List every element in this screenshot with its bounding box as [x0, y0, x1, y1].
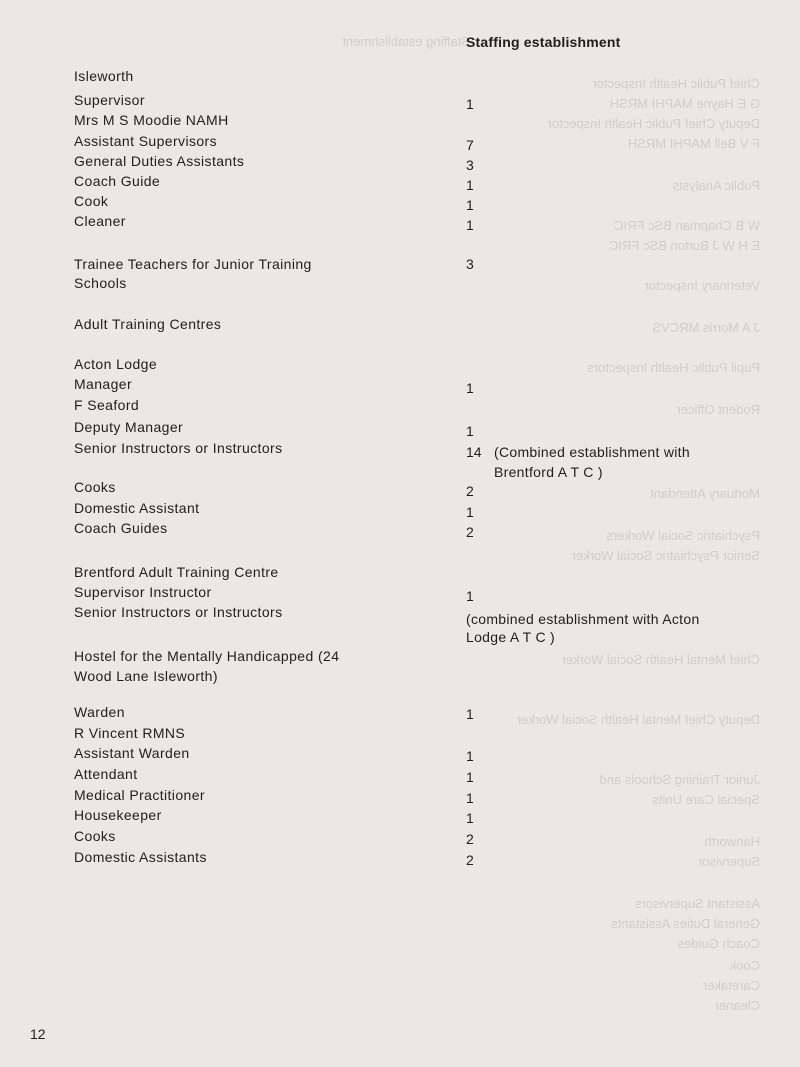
bleed-line: Veterinary Inspector: [644, 278, 760, 293]
list-item: [0, 518, 800, 538]
row-label: R Vincent RMNS: [74, 725, 186, 741]
row-label: Domestic Assistant: [74, 500, 200, 516]
bleed-line: Psychiatric Social Workers: [606, 528, 760, 543]
row-label: Hostel for the Mentally Handicapped (24: [74, 648, 340, 664]
list-item: [0, 743, 800, 763]
bleed-line: Assistant Supervisors: [635, 896, 760, 911]
row-value: 1: [466, 504, 474, 520]
list-item: [0, 191, 800, 211]
row-value: 2: [466, 524, 474, 540]
bleed-line: Special Care Units: [652, 792, 760, 807]
row-value: 3: [466, 256, 474, 272]
row-value: 1: [466, 748, 474, 764]
row-label: Manager: [74, 376, 133, 392]
row-label: Brentford Adult Training Centre: [74, 564, 279, 580]
list-item: [0, 395, 800, 415]
list-item: [0, 477, 800, 497]
row-label: Deputy Manager: [74, 419, 184, 435]
bleed-line: Cleaner: [714, 998, 760, 1013]
bleed-line: J A Morris MRCVS: [652, 320, 760, 335]
page-number: 12: [30, 1026, 46, 1042]
row-label: Assistant Supervisors: [74, 133, 218, 149]
row-value: 1: [466, 706, 474, 722]
row-value: 3: [466, 157, 474, 173]
list-item: [0, 66, 800, 86]
bleed-line: Chief Public Health Inspector: [592, 76, 760, 91]
bleed-line: E H W J Burton BSc FRIC: [609, 238, 760, 253]
list-item: [0, 602, 800, 627]
bleed-line: Deputy Chief Mental Health Social Worker: [516, 712, 760, 727]
list-item: [0, 498, 800, 518]
row-label: Housekeeper: [74, 807, 162, 823]
list-item: [0, 582, 800, 602]
row-label: Coach Guide: [74, 173, 161, 189]
list-item: [0, 702, 800, 722]
row-value: 1: [466, 769, 474, 785]
list-item: [0, 151, 800, 171]
list-item: [0, 254, 800, 274]
row-label: Cleaner: [74, 213, 126, 229]
row-value: 1: [466, 588, 474, 604]
list-item: [0, 847, 800, 867]
bleed-line: Cook: [729, 958, 760, 973]
row-value: 1: [466, 790, 474, 806]
bleed-line: Supervisor: [697, 854, 760, 869]
row-label: Supervisor: [74, 92, 145, 108]
row-note: Brentford A T C ): [494, 464, 603, 480]
list-item: [0, 666, 800, 686]
row-value: 1: [466, 197, 474, 213]
row-note: (Combined establishment with: [494, 444, 690, 460]
row-label: Cook: [74, 193, 109, 209]
row-value: 1: [466, 380, 474, 396]
row-label: Attendant: [74, 766, 138, 782]
row-label: Acton Lodge: [74, 356, 158, 372]
bleed-line: Senior Psychiatric Social Worker: [571, 548, 760, 563]
row-note: Lodge A T C ): [466, 629, 556, 645]
bleed-line: Rodent Officer: [676, 402, 760, 417]
list-item: [0, 438, 800, 458]
row-label: Medical Practitioner: [74, 787, 205, 803]
list-item: [0, 211, 800, 231]
row-label: Domestic Assistants: [74, 849, 207, 865]
bleed-line: Junior Training Schools and: [599, 772, 760, 787]
row-value: 1: [466, 217, 474, 233]
row-label: Warden: [74, 704, 125, 720]
row-label: Trainee Teachers for Junior Training: [74, 256, 312, 272]
row-label: Cooks: [74, 479, 116, 495]
list-item: [0, 562, 800, 582]
row-note: (combined establishment with Acton: [466, 611, 700, 627]
row-value: 1: [466, 810, 474, 826]
bleed-line: Public Analysts: [672, 178, 760, 193]
row-value: 2: [466, 483, 474, 499]
list-item: [0, 354, 800, 374]
list-item: [0, 171, 800, 191]
bleed-line: Staffing establishment: [342, 34, 470, 49]
bleed-line: General Duties Assistants: [611, 916, 760, 931]
row-label: Schools: [74, 275, 127, 291]
list-item: [0, 805, 800, 825]
list-item: [0, 90, 800, 110]
row-value: 1: [466, 177, 474, 193]
list-item: [0, 417, 800, 437]
list-item: [0, 785, 800, 805]
list-item: [0, 627, 800, 647]
row-value: 2: [466, 831, 474, 847]
list-item: [0, 131, 800, 151]
section-heading: [0, 314, 800, 334]
list-item: [0, 273, 800, 293]
bleed-line: Pupil Public Health Inspectors: [587, 360, 760, 375]
list-item: [0, 723, 800, 743]
row-value: 1: [466, 96, 474, 112]
list-item: [0, 110, 800, 130]
list-item: [0, 764, 800, 784]
row-label: General Duties Assistants: [74, 153, 245, 169]
list-item: [0, 826, 800, 846]
bleed-line: Coach Guides: [677, 936, 760, 951]
bleed-line: Hanworth: [704, 834, 760, 849]
row-value: 7: [466, 137, 474, 153]
row-value: 1: [466, 423, 474, 439]
row-label: Isleworth: [74, 68, 134, 84]
row-label: Coach Guides: [74, 520, 168, 536]
list-item: [0, 374, 800, 394]
row-label: Senior Instructors or Instructors: [74, 440, 283, 456]
row-label: Cooks: [74, 828, 116, 844]
bleed-line: Deputy Chief Public Health Inspector: [547, 116, 760, 131]
bleed-line: F V Bell MAPHI MRSH: [627, 136, 760, 151]
list-item: [0, 646, 800, 666]
bleed-line: Mortuary Attendant: [650, 486, 760, 501]
row-value: 14: [466, 444, 482, 460]
row-label: Assistant Warden: [74, 745, 190, 761]
bleed-line: Chief Mental Health Social Worker: [561, 652, 760, 667]
bleed-line: Caretaker: [702, 978, 760, 993]
row-value: 2: [466, 852, 474, 868]
row-label: Mrs M S Moodie NAMH: [74, 112, 229, 128]
row-label: Supervisor Instructor: [74, 584, 212, 600]
bleed-line: W B Chapman BSc FRIC: [614, 218, 760, 233]
row-label: Senior Instructors or Instructors: [74, 604, 283, 620]
row-label: F Seaford: [74, 397, 140, 413]
row-label: Adult Training Centres: [74, 316, 222, 332]
row-label: Wood Lane Isleworth): [74, 668, 218, 684]
page-heading: Staffing establishment: [466, 34, 621, 50]
bleed-line: G E Hayne MAPHI MRSH: [609, 96, 760, 111]
